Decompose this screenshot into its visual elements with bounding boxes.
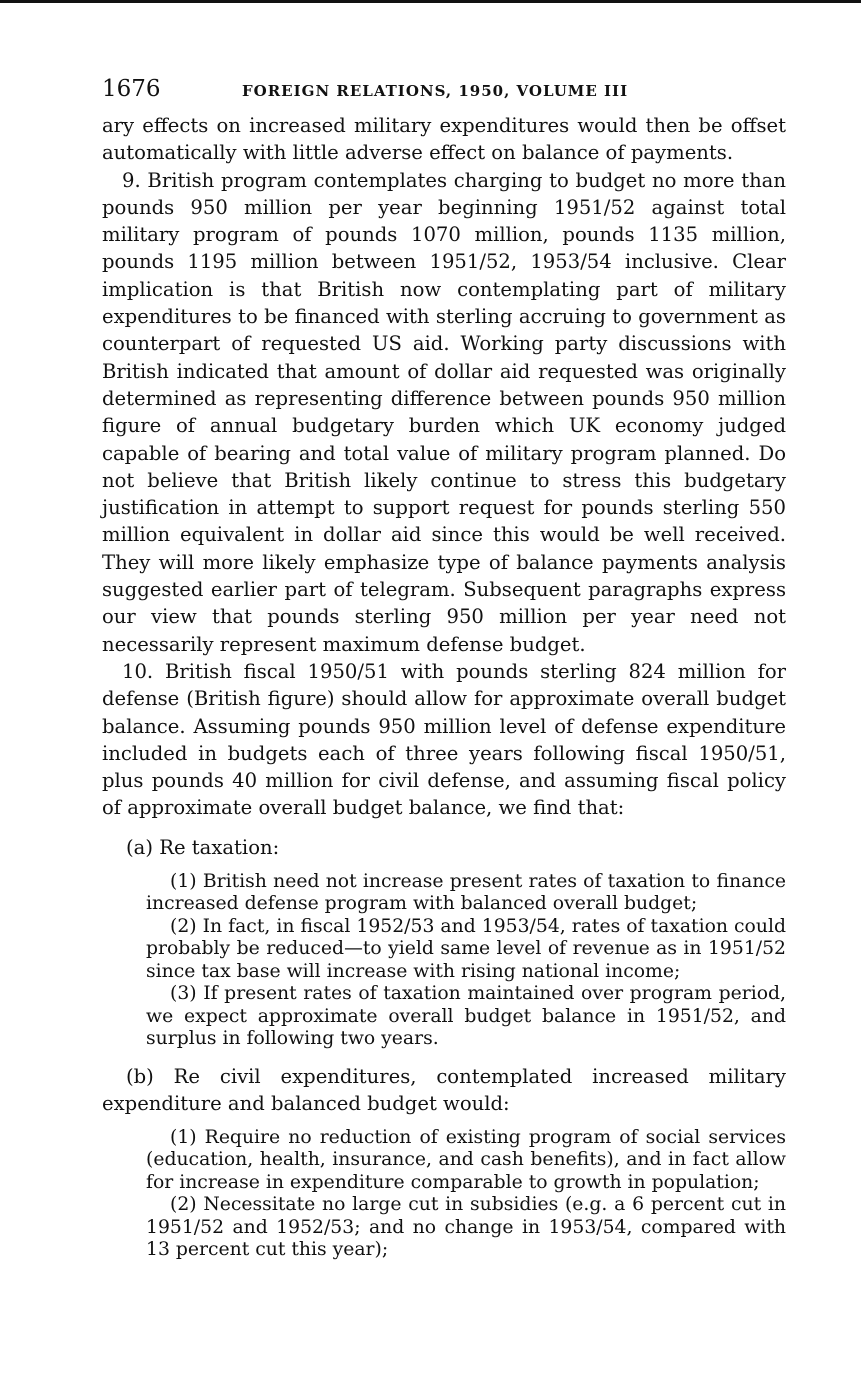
running-head	[102, 76, 786, 112]
section-b-list	[146, 1127, 786, 1262]
section-b-item-1: (1) Require no reduction of existing program of social services (education, health, insurance, and cash benefits), and in fact allow for increase in expenditure comparable to growth in population;	[146, 1126, 786, 1193]
paragraph-10: 10. British fiscal 1950/51 with pounds sterling 824 million for defense (British figure) should allow for approximate overall budget balance. Assuming pounds 950 million level of defense expenditure included in budgets each of three years following fiscal 1950/51, plus pounds 40 million for civil defense, and assuming fiscal policy of approximate overall budget balance, we find that:	[102, 659, 786, 820]
document-page	[102, 76, 786, 1262]
section-b-heading: (b) Re civil expenditures, contemplated increased military expenditure and balanced budget would:	[102, 1064, 786, 1115]
section-a-item-3: (3) If present rates of taxation maintained over program period, we expect approximate overall budget balance in 1951/52, and surplus in following two years.	[146, 983, 786, 1050]
section-a-heading: (a) Re taxation:	[126, 835, 280, 859]
section-a-list	[146, 871, 786, 1051]
section-b-item-2: (2) Necessitate no large cut in subsidies (e.g. a 6 percent cut in 1951/52 and 1952/53; and no change in 1953/54, compared with 13 percent cut this year);	[146, 1194, 786, 1261]
section-a-item-1: (1) British need not increase present rates of taxation to finance increased defense program with balanced overall budget;	[146, 870, 786, 915]
page-number: 1676	[102, 76, 161, 102]
paragraph-continuation: ary effects on increased military expenditures would then be offset automatically with little adverse effect on balance of payments.	[102, 114, 786, 165]
top-border-rule	[0, 0, 861, 3]
running-head-title: FOREIGN RELATIONS, 1950, VOLUME III	[242, 82, 629, 100]
paragraph-9: 9. British program contemplates charging to budget no more than pounds 950 million per year beginning 1951/52 against total military program of pounds 1070 million, pounds 1135 million, pounds 1195 million between 1951/52, 1953/54 inclusive. Clear implication is that British now contemplating part of military expenditures to be financed with sterling accruing to government as counterpart of requested US aid. Working party discussions with British indicated that amount of dollar aid requested was originally determined as representing difference between pounds 950 million figure of annual budgetary burden which UK economy judged capable of bearing and total value of military program planned. Do not believe that British likely continue to stress this budgetary justification in attempt to support request for pounds sterling 550 million equivalent in dollar aid since this would be well received. They will more likely emphasize type of balance payments analysis suggested earlier part of telegram. Subsequent paragraphs express our view that pounds sterling 950 million per year need not necessarily represent maximum defense budget.	[102, 168, 786, 656]
section-a-item-2: (2) In fact, in fiscal 1952/53 and 1953/54, rates of taxation could probably be reduced—to yield same level of revenue as in 1951/52 since tax base will increase with rising national income;	[146, 915, 786, 982]
